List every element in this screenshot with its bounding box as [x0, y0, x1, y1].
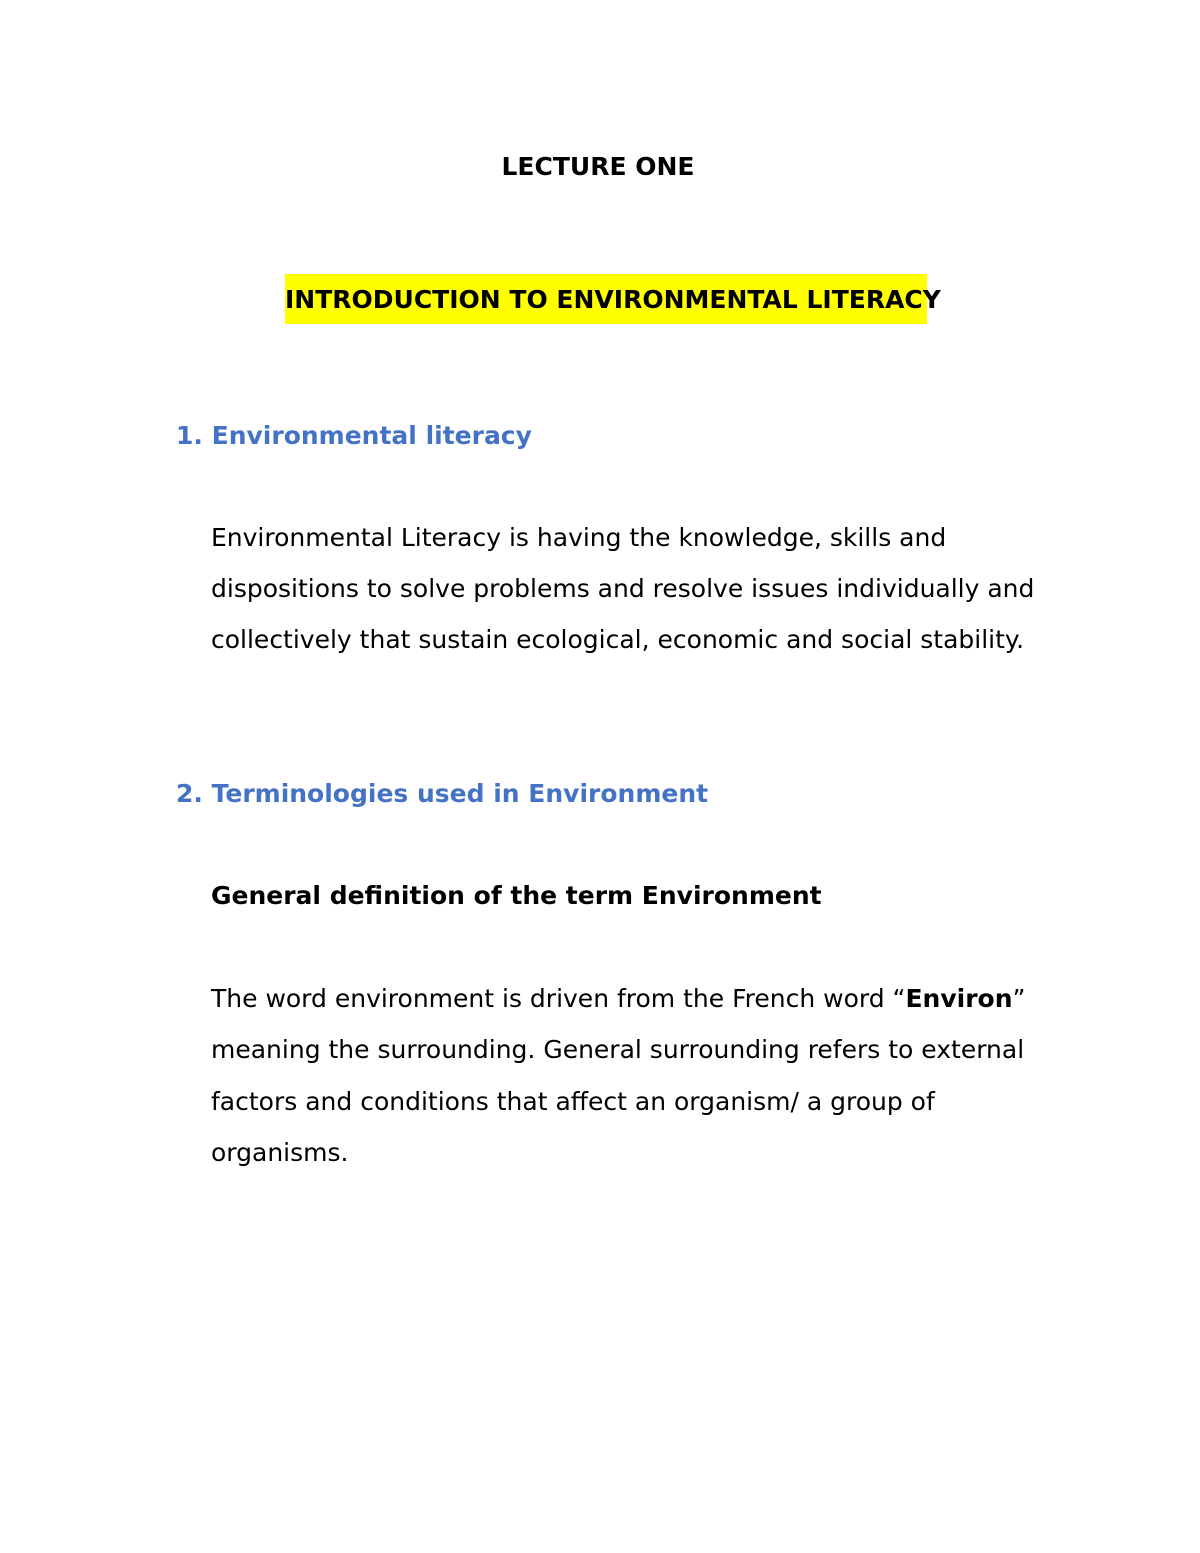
paragraph-text: The word environment is driven from the French word “	[211, 984, 906, 1013]
lecture-title: LECTURE ONE	[501, 152, 695, 181]
main-heading: INTRODUCTION TO ENVIRONMENTAL LITERACY	[285, 285, 941, 314]
section-2-paragraph-line	[211, 983, 1025, 1015]
section-2-title: Terminologies used in Environment	[211, 779, 709, 808]
section-1-heading	[176, 420, 532, 452]
section-1-paragraph-line: collectively that sustain ecological, economic and social stability.	[211, 625, 1025, 654]
section-1-paragraph-line: dispositions to solve problems and resolve issues individually and	[211, 574, 1035, 603]
section-2-number: 2.	[176, 779, 203, 808]
section-2-subheading: General definition of the term Environment	[211, 881, 822, 910]
section-2-paragraph-line: meaning the surrounding. General surrounding refers to external	[211, 1035, 1025, 1064]
section-1-title: Environmental literacy	[211, 421, 532, 450]
section-2-heading	[176, 778, 708, 810]
section-2-paragraph-line: factors and conditions that affect an organism/ a group of	[211, 1087, 935, 1116]
paragraph-text: ”	[1012, 984, 1026, 1013]
section-2-paragraph-line: organisms.	[211, 1138, 349, 1167]
section-1-paragraph-line: Environmental Literacy is having the knowledge, skills and	[211, 523, 947, 552]
paragraph-bold-word: Environ	[905, 984, 1013, 1013]
section-1-number: 1.	[176, 421, 203, 450]
